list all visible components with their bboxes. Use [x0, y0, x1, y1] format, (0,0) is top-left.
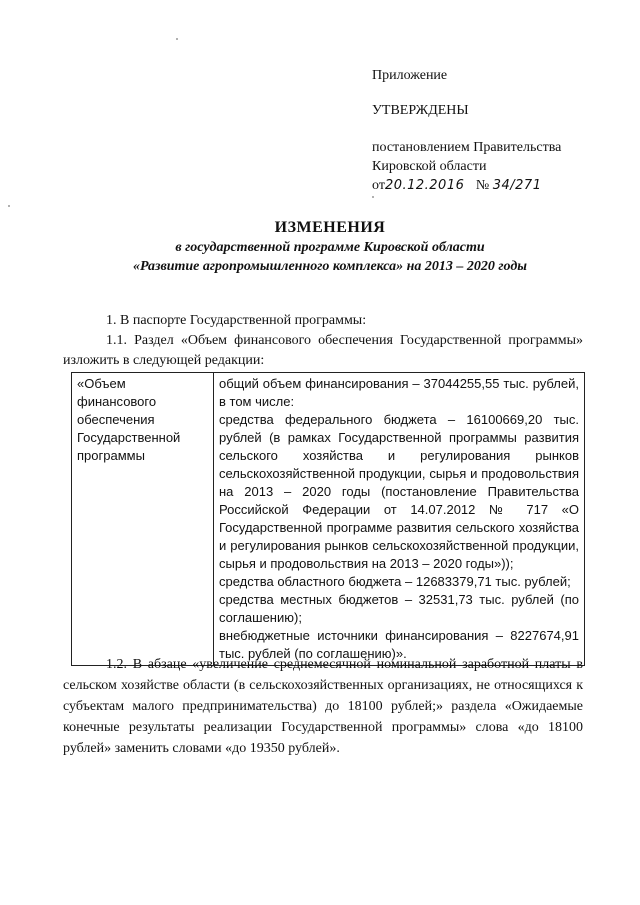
- funding-total: общий объем финансирования – 37044255,55 тыс. рублей, в том числе:: [219, 376, 579, 409]
- table-cell-label: «Объем финансового обеспечения Государственной программы: [72, 373, 214, 666]
- scan-speck: [372, 196, 374, 198]
- title-sub-2: «Развитие агропромышленного комплекса» на 2013 – 2020 годы: [132, 259, 528, 274]
- region-line: Кировской области: [372, 159, 487, 174]
- funding-regional: средства областного бюджета – 12683379,71 тыс. рублей;: [219, 574, 571, 589]
- title-main: ИЗМЕНЕНИЯ: [274, 219, 386, 236]
- approval-block: [372, 66, 612, 195]
- funding-federal: средства федерального бюджета – 16100669,20 тыс. рублей (в рамках Государственной программы развития сельского хозяйства и регулирования рынков сельскохозяйственной продукции, сырья и продовольствия на 2013 – 2020 годы (постановление Правительства Российской Федерации от 14.07.2012 № 717 «О Государственной программе развития сельского хозяйства и регулирования рынков сельскохозяйственной продукции, сырья и продовольствия на 2013 – 2020 годы»));: [219, 412, 579, 571]
- funding-local: средства местных бюджетов – 32531,73 тыс. рублей (по соглашению);: [219, 592, 579, 625]
- appendix-label: Приложение: [372, 68, 448, 83]
- handwritten-date: 20.12.2016: [384, 178, 465, 193]
- scan-speck: [176, 38, 178, 40]
- number-label: №: [475, 178, 490, 193]
- table-cell-content: [214, 373, 585, 666]
- date-prefix: от: [372, 178, 385, 193]
- title-sub-1: в государственной программе Кировской области: [175, 240, 485, 255]
- scan-speck: [8, 205, 10, 207]
- amendment-table: [71, 372, 585, 666]
- section-1-heading: 1. В паспорте Государственной программы:: [106, 313, 367, 328]
- item-1-2: 1.2. В абзаце «увеличение среднемесячной номинальной заработной платы в сельском хозяйстве области (в сельскохозяйственных организациях, не относящихся к субъектам малого предпринимательства) до 18100 рублей;» раздела «Ожидаемые конечные результаты реализации Государственной программы» слова «до 18100 рублей» заменить словами «до 19350 рублей».: [63, 657, 583, 756]
- approved-label: УТВЕРЖДЕНЫ: [372, 103, 469, 118]
- item-1-1: 1.1. Раздел «Объем финансового обеспечения Государственной программы» изложить в следующей редакции:: [63, 333, 583, 368]
- date-number-line: [372, 176, 612, 195]
- decree-line: постановлением Правительства: [372, 140, 562, 155]
- handwritten-number: 34/271: [492, 178, 542, 193]
- funding-extrabudgetary: внебюджетные источники финансирования – 8227674,91 тыс. рублей (по соглашению)».: [219, 628, 579, 661]
- document-title: [60, 218, 600, 276]
- table-row: [72, 373, 585, 666]
